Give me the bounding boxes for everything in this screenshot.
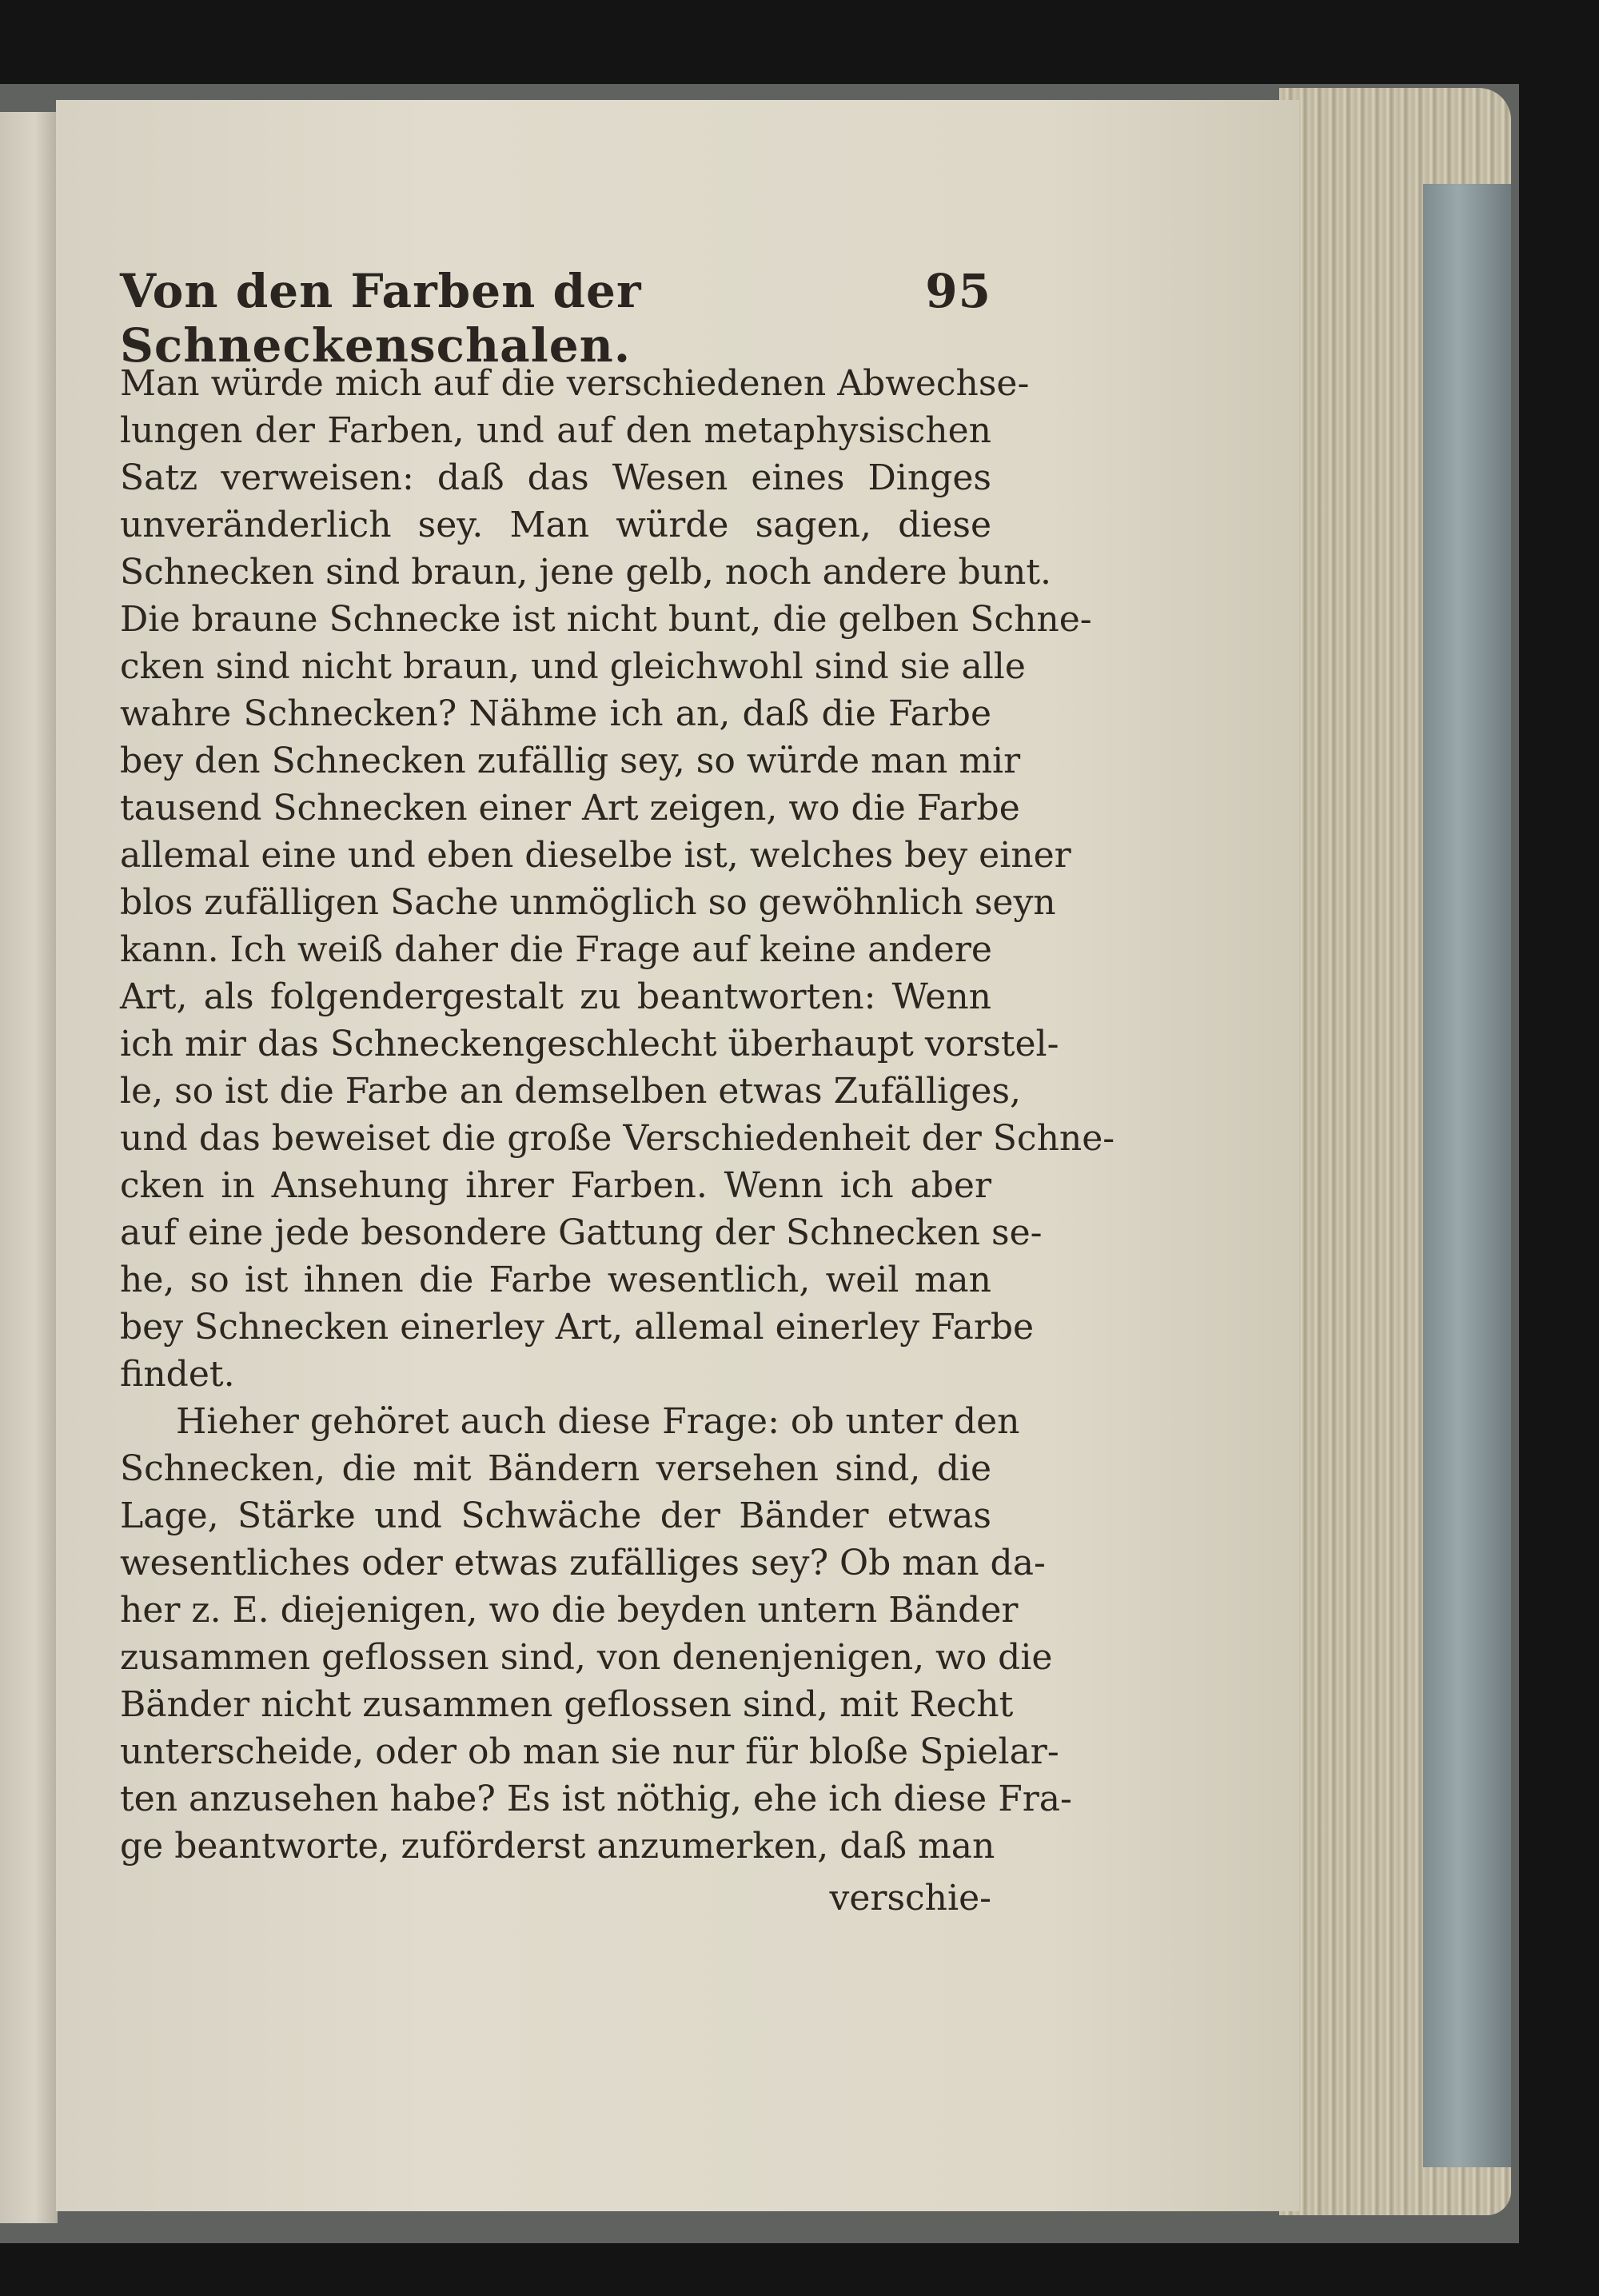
text-line: ge beantworte, zuförderst anzumerken, daß man: [120, 1826, 995, 1867]
catchword: verschie-: [829, 1878, 991, 1919]
page-number: 95: [925, 264, 991, 318]
text-line: allemal eine und eben dieselbe ist, welches bey einer: [120, 835, 1071, 876]
text-line: he, so ist ihnen die Farbe wesentlich, weil man: [120, 1260, 991, 1300]
text-line: bey den Schnecken zufällig sey, so würde man mir: [120, 741, 1021, 781]
text-line: Bänder nicht zusammen geflossen sind, mit Recht: [120, 1684, 1014, 1725]
text-line: Lage, Stärke und Schwäche der Bänder etwas: [120, 1495, 991, 1536]
text-line: Schnecken, die mit Bändern versehen sind, die: [120, 1448, 991, 1489]
text-line: bey Schnecken einerley Art, allemal einerley Farbe: [120, 1307, 1035, 1348]
text-line: cken sind nicht braun, und gleichwohl sind sie alle: [120, 646, 1026, 687]
text-line: findet.: [120, 1354, 235, 1395]
text-line: unveränderlich sey. Man würde sagen, diese: [120, 505, 991, 545]
text-line: cken in Ansehung ihrer Farben. Wenn ich aber: [120, 1165, 991, 1206]
text-line: Hieher gehöret auch diese Frage: ob unter den: [176, 1401, 1020, 1442]
text-line: ich mir das Schneckengeschlecht überhaupt vorstel-: [120, 1024, 1059, 1064]
running-title: Von den Farben der Schneckenschalen.: [120, 264, 642, 373]
text-line: zusammen geflossen sind, von denenjenigen, wo die: [120, 1637, 1053, 1678]
text-line: unterscheide, oder ob man sie nur für bloße Spielar-: [120, 1731, 1059, 1772]
text-line: Art, als folgendergestalt zu beantworten: Wenn: [120, 976, 991, 1017]
text-line: auf eine jede besondere Gattung der Schnecken se-: [120, 1212, 1043, 1253]
text-line: Man würde mich auf die verschiedenen Abwechse-: [120, 363, 1030, 404]
text-line: wahre Schnecken? Nähme ich an, daß die Farbe: [120, 693, 991, 734]
text-line: ten anzusehen habe? Es ist nöthig, ehe ich diese Fra-: [120, 1779, 1072, 1819]
text-line: her z. E. diejenigen, wo die beyden untern Bänder: [120, 1590, 1019, 1631]
text-line: blos zufälligen Sache unmöglich so gewöhnlich seyn: [120, 882, 1056, 923]
facing-page-edge: [0, 112, 58, 2223]
text-line: Satz verweisen: daß das Wesen eines Dinges: [120, 457, 991, 498]
text-line: tausend Schnecken einer Art zeigen, wo die Farbe: [120, 788, 1020, 829]
book-cover-edge: [1423, 184, 1511, 2167]
text-line: Schnecken sind braun, jene gelb, noch andere bunt.: [120, 552, 1051, 593]
text-line: und das beweiset die große Verschiedenheit der Schne-: [120, 1118, 1115, 1159]
text-line: lungen der Farben, und auf den metaphysischen: [120, 410, 991, 451]
text-line: le, so ist die Farbe an demselben etwas Zufälliges,: [120, 1071, 1022, 1112]
text-line: kann. Ich weiß daher die Frage auf keine andere: [120, 929, 992, 970]
running-header: [120, 264, 991, 373]
text-line: wesentliches oder etwas zufälliges sey? Ob man da-: [120, 1543, 1046, 1583]
body-text: [120, 360, 1115, 1870]
text-line: Die braune Schnecke ist nicht bunt, die gelben Schne-: [120, 599, 1092, 640]
